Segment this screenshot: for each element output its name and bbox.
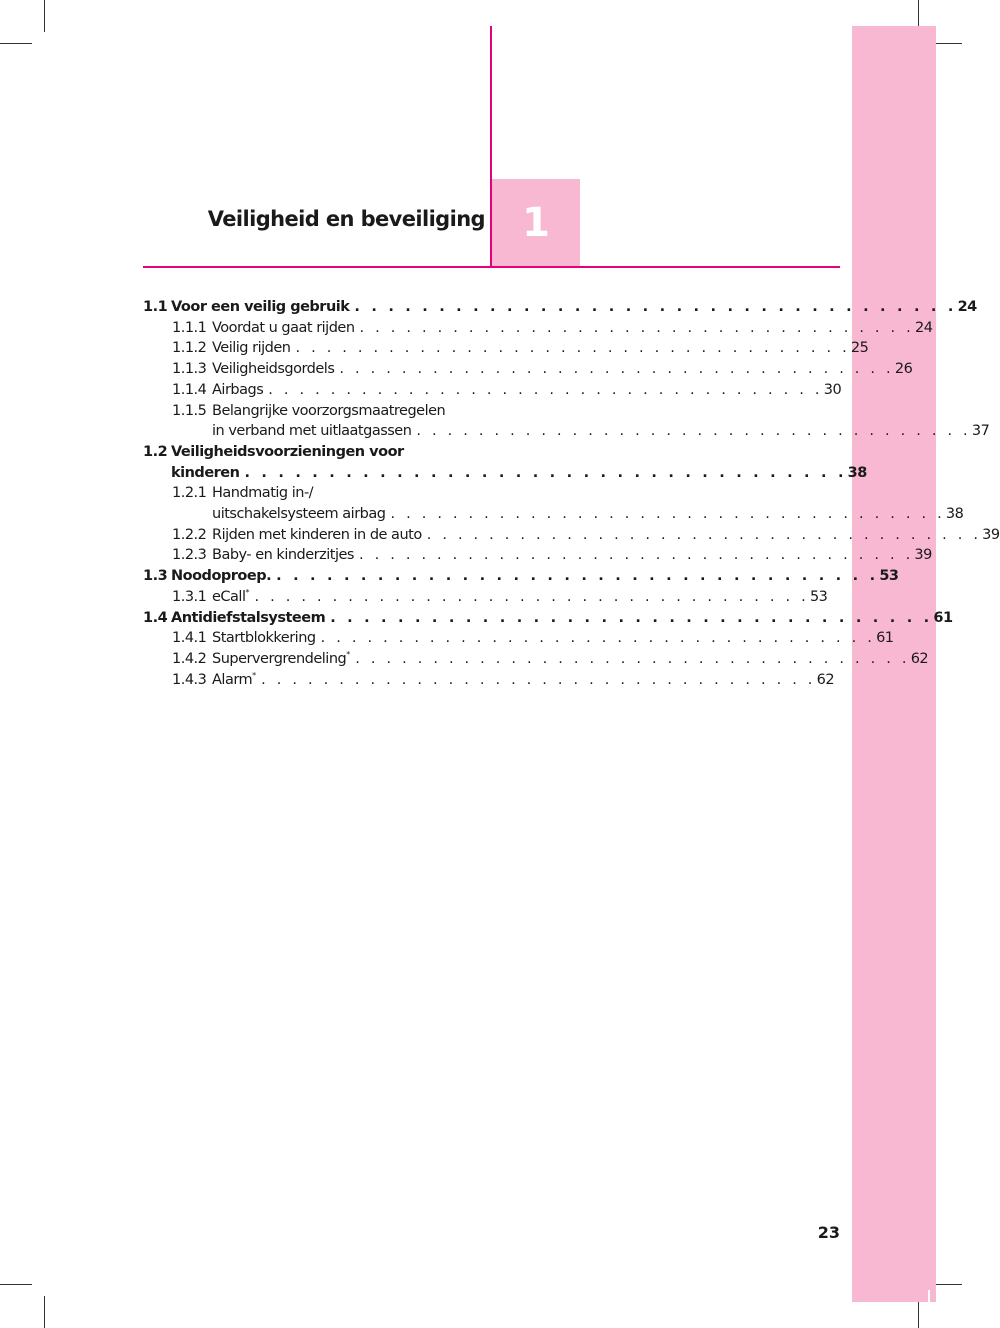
crop-mark <box>0 1284 32 1285</box>
toc-leader: . . . . . . . . . . . . . . . . . . . . . . . . . . . . . . . . . . . . <box>330 609 933 626</box>
toc-entry-1-4[interactable] <box>143 608 953 629</box>
toc-title: in verband met uitlaatgassen <box>212 423 412 440</box>
toc-page: 37 <box>971 423 990 440</box>
toc-entry-1-2-cont[interactable] <box>143 463 867 484</box>
toc-title: Veilig rijden <box>212 340 291 357</box>
toc-leader: . . . . . . . . . . . . . . . . . . . . . . . . . . . . . . . . . . . . <box>320 630 876 647</box>
toc-page: 53 <box>809 588 828 605</box>
toc-entry-1-2-1[interactable] <box>143 483 465 504</box>
toc-entry-1-3-1[interactable] <box>143 587 828 608</box>
toc-title-text: eCall <box>212 588 246 605</box>
side-tab-marker <box>928 1290 930 1302</box>
toc-page: 61 <box>933 609 953 626</box>
toc-title: Baby- en kinderzitjes <box>212 547 354 564</box>
crop-mark <box>44 1296 45 1328</box>
toc-page: 61 <box>876 630 894 647</box>
toc-number: 1.4.2 <box>172 650 207 667</box>
toc-entry-1-2-2[interactable] <box>143 525 1000 546</box>
toc-leader: . . . . . . . . . . . . . . . . . . . . . . . . . . . . . . . . . . . . <box>359 319 914 336</box>
chapter-number: 1 <box>522 199 550 246</box>
toc-title: Veiligheidsgordels <box>212 361 335 378</box>
toc-leader: . . . . . . . . . . . . . . . . . . . . . . . . . . . . . . . . . . . . <box>426 526 982 543</box>
toc-number: 1.1.3 <box>172 361 207 378</box>
toc-entry-1-3[interactable] <box>143 566 899 587</box>
toc-number: 1.2.3 <box>172 547 207 564</box>
toc-title: Airbags <box>212 381 264 398</box>
toc-number: 1.1 <box>143 299 168 315</box>
toc-title: kinderen <box>171 464 240 481</box>
chapter-number-box <box>492 179 580 266</box>
toc-title: Voor een veilig gebruik <box>171 299 350 315</box>
toc-entry-1-4-1[interactable] <box>143 628 894 649</box>
page-number: 23 <box>817 1223 840 1242</box>
toc-page: 25 <box>850 340 869 357</box>
toc-title: uitschakelsysteem airbag <box>212 506 386 523</box>
toc-leader: . . . . . . . . . . . . . . . . . . . . . . . . . . . . . . . . . . . . <box>254 588 809 605</box>
toc-title: Antidiefstalsysteem <box>171 609 326 626</box>
toc-title: Veiligheidsvoorzieningen voor <box>171 443 404 460</box>
toc-page: 38 <box>945 506 964 523</box>
footnote-marker: * <box>346 649 351 659</box>
toc-page: 62 <box>910 650 929 667</box>
toc-title: Startblokkering <box>212 630 316 647</box>
toc-number: 1.2.1 <box>172 485 207 502</box>
toc-number: 1.3 <box>143 568 168 585</box>
toc-title: Handmatig in-/ <box>212 485 314 502</box>
toc-entry-1-1-3[interactable] <box>143 359 913 380</box>
toc-title: Rijden met kinderen in de auto <box>212 526 422 543</box>
toc-title: Voordat u gaat rijden <box>212 319 355 336</box>
crop-mark <box>44 0 45 32</box>
toc-title <box>212 587 250 608</box>
header-horizontal-rule <box>143 266 840 268</box>
toc-leader: . . . . . . . . . . . . . . . . . . . . . . . . . . . . . . . . . . . . <box>276 568 879 585</box>
toc-leader: . . . . . . . . . . . . . . . . . . . . . . . . . . . . . . . . . . . . <box>354 299 957 315</box>
toc-page: 30 <box>823 381 842 398</box>
toc-title-text: Alarm <box>212 671 253 688</box>
toc-page: 62 <box>816 671 835 688</box>
toc-title: Noodoproep. <box>171 568 272 585</box>
footnote-marker: * <box>245 587 250 597</box>
toc-title <box>212 649 350 670</box>
toc-leader: . . . . . . . . . . . . . . . . . . . . . . . . . . . . . . . . . . . . <box>390 506 945 523</box>
toc-page: 38 <box>847 464 867 481</box>
chapter-title: Veiligheid en beveiliging <box>207 207 485 231</box>
toc-number: 1.1.2 <box>172 340 207 357</box>
toc-entry-1-1[interactable] <box>143 297 977 318</box>
table-of-contents <box>143 297 1000 690</box>
toc-number: 1.1.5 <box>172 402 207 419</box>
toc-number: 1.1.1 <box>172 319 207 336</box>
toc-leader: . . . . . . . . . . . . . . . . . . . . . . . . . . . . . . . . . . . . <box>295 340 850 357</box>
toc-page: 39 <box>982 526 1000 543</box>
toc-leader: . . . . . . . . . . . . . . . . . . . . . . . . . . . . . . . . . . . . <box>416 423 971 440</box>
toc-title-text: Supervergrendeling <box>212 650 347 667</box>
toc-leader: . . . . . . . . . . . . . . . . . . . . . . . . . . . . . . . . . . . . <box>355 650 910 667</box>
toc-entry-1-4-3[interactable] <box>143 670 835 691</box>
toc-entry-1-1-1[interactable] <box>143 318 933 339</box>
toc-page: 24 <box>957 299 977 315</box>
toc-entry-1-2[interactable] <box>143 442 465 463</box>
toc-number: 1.4.3 <box>172 671 207 688</box>
toc-entry-1-2-3[interactable] <box>143 545 932 566</box>
toc-leader: . . . . . . . . . . . . . . . . . . . . . . . . . . . . . . . . . . . . <box>261 671 816 688</box>
toc-entry-1-1-5-cont[interactable] <box>143 421 990 442</box>
toc-number: 1.3.1 <box>172 588 207 605</box>
toc-number: 1.4.1 <box>172 630 207 647</box>
toc-number: 1.4 <box>143 609 168 626</box>
toc-leader: . . . . . . . . . . . . . . . . . . . . . . . . . . . . . . . . . . . . <box>268 381 823 398</box>
toc-entry-1-1-4[interactable] <box>143 380 842 401</box>
toc-entry-1-1-5[interactable] <box>143 401 465 422</box>
toc-page: 53 <box>879 568 899 585</box>
toc-title: Belangrijke voorzorgsmaatregelen <box>212 402 446 419</box>
toc-page: 39 <box>914 547 932 564</box>
toc-page: 26 <box>894 361 913 378</box>
toc-title <box>212 670 256 691</box>
footnote-marker: * <box>252 670 257 680</box>
toc-leader: . . . . . . . . . . . . . . . . . . . . . . . . . . . . . . . . . . . . <box>244 464 847 481</box>
toc-page: 24 <box>914 319 933 336</box>
toc-leader: . . . . . . . . . . . . . . . . . . . . . . . . . . . . . . . . . . . . <box>339 361 894 378</box>
toc-entry-1-2-1-cont[interactable] <box>143 504 964 525</box>
toc-number: 1.1.4 <box>172 381 207 398</box>
toc-number: 1.2 <box>143 443 168 460</box>
toc-number: 1.2.2 <box>172 526 207 543</box>
toc-entry-1-4-2[interactable] <box>143 649 929 670</box>
crop-mark <box>0 43 32 44</box>
toc-entry-1-1-2[interactable] <box>143 338 869 359</box>
toc-leader: . . . . . . . . . . . . . . . . . . . . . . . . . . . . . . . . . . . . <box>358 547 914 564</box>
